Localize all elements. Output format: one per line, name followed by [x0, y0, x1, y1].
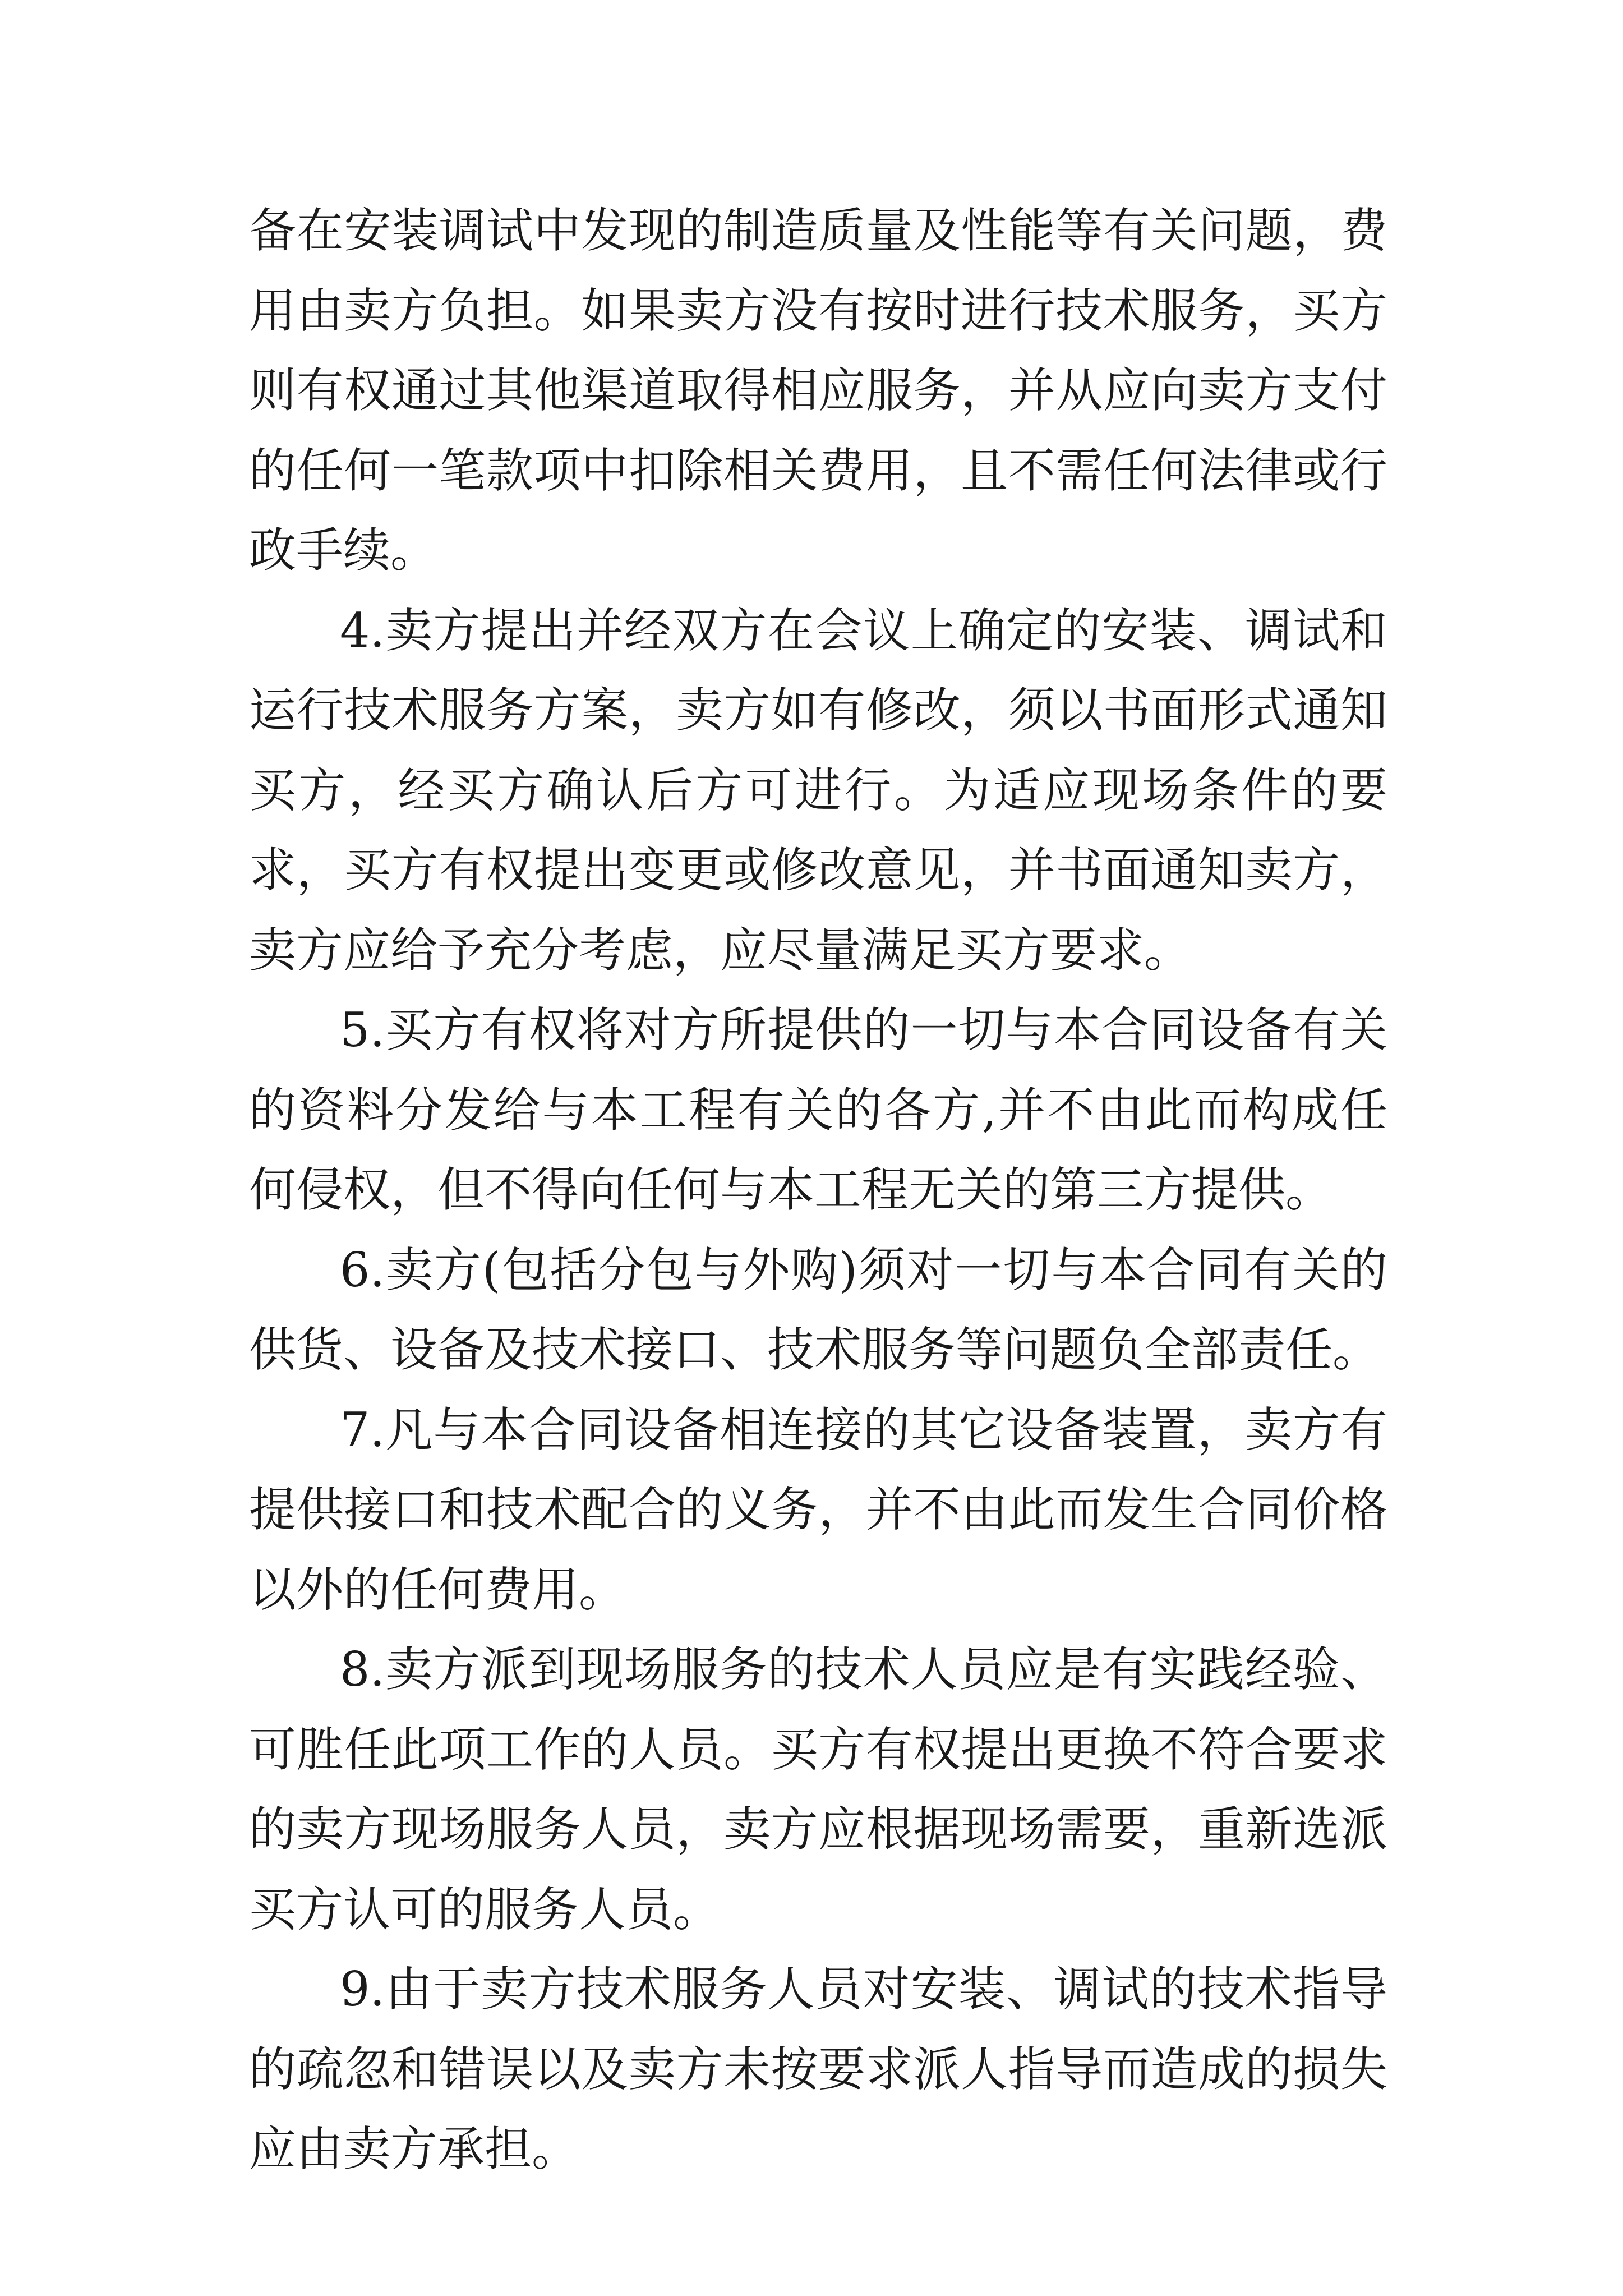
line: 何费用。	[437, 1562, 626, 1617]
line: 出变更或修改意见，并书面通知卖方，卖方应给予充分考虑，	[249, 843, 1387, 978]
line: 忽和错误以及卖方未按要求派人指导而造成的损失应由卖	[249, 2041, 1387, 2177]
paragraph-item-5	[249, 990, 1387, 1230]
line: 任此项工作的人员。买方有权提出更换不符合要求的卖方现	[249, 1722, 1387, 1857]
line: 技术服务方案，卖方如有修改，须以书面形式通知买方，经	[249, 683, 1387, 818]
paragraph-item-6	[249, 1230, 1387, 1390]
line: 资料分发给与本工程有关的各方,并不由此而构成任何侵权，	[249, 1082, 1387, 1217]
line: 过其他渠道取得相应服务，并从应向卖方支付的任何一笔款	[249, 363, 1387, 498]
line: 项中扣除相关费用，且不需任何法律或行政手续。	[249, 443, 1387, 578]
paragraph-item-7	[249, 1390, 1387, 1630]
document-body	[249, 191, 1387, 2189]
line: 应尽量满足买方要求。	[720, 922, 1192, 978]
line: 务人员。	[532, 1881, 721, 1937]
paragraph-item-8	[249, 1630, 1387, 1949]
line: 设备及技术接口、技术服务等问题负全部责任。	[390, 1322, 1380, 1377]
paragraph-continuation	[249, 191, 1387, 591]
line: 买方确认后方可进行。为适应现场条件的要求，买方有权提	[249, 762, 1387, 898]
line: 接口和技术配合的义务，并不由此而发生合同价格以外的任	[249, 1482, 1387, 1617]
paragraph-item-9	[249, 1949, 1387, 2189]
line: 方承担。	[390, 2122, 579, 2177]
paragraph-item-4	[249, 591, 1387, 991]
line: 6.卖方(包括分包与外购)须对一切与本合同有关的供货、	[249, 1242, 1387, 1377]
line: 9.由于卖方技术服务人员对安装、调试的技术指导的疏	[249, 1962, 1387, 2097]
line: 卖方负担。如果卖方没有按时进行技术服务，买方则有权通	[249, 283, 1387, 418]
line: 但不得向任何与本工程无关的第三方提供。	[437, 1162, 1333, 1217]
line: 8.卖方派到现场服务的技术人员应是有实践经验、可胜	[249, 1642, 1387, 1777]
line: 备在安装调试中发现的制造质量及性能等有关问题，费用由	[249, 203, 1387, 338]
line: 5.买方有权将对方所提供的一切与本合同设备有关的	[249, 1002, 1387, 1138]
line: 4.卖方提出并经双方在会议上确定的安装、调试和运行	[249, 602, 1387, 738]
line: 7.凡与本合同设备相连接的其它设备装置，卖方有提供	[249, 1402, 1387, 1537]
line: 场服务人员，卖方应根据现场需要，重新选派买方认可的服	[249, 1802, 1387, 1937]
